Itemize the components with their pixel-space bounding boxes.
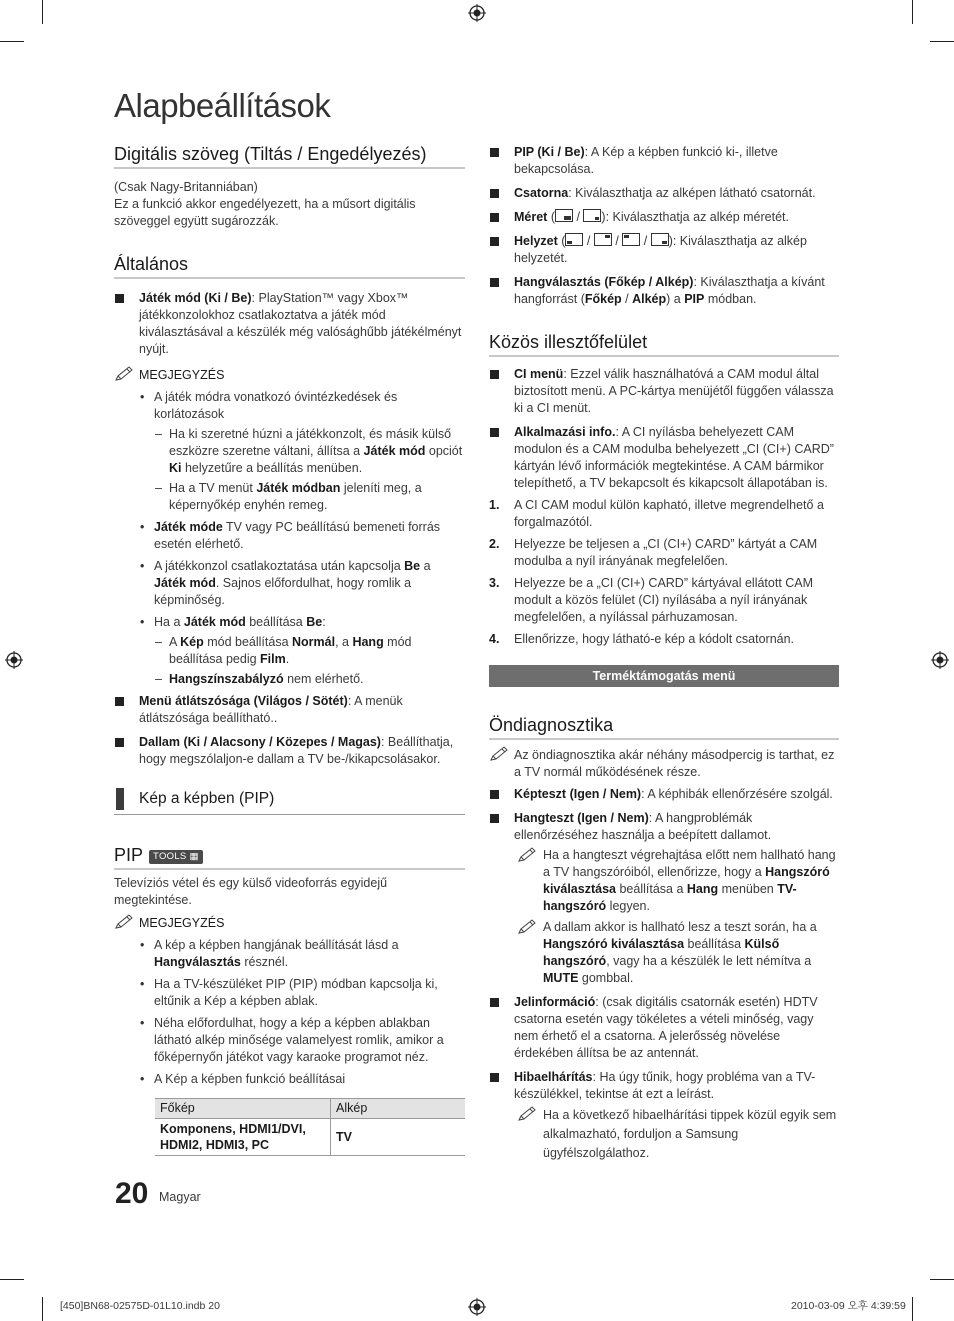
page-number: 20 (115, 1177, 149, 1210)
crop-mark (42, 0, 43, 24)
ci-step: 1. A CI CAM modul külön kapható, illetve megrendelhető a forgalmazótól. (489, 498, 824, 529)
tools-badge: TOOLS ▦ (149, 850, 203, 864)
pip-onoff-item: PIP (Ki / Be): A Kép a képben funkció ki-, illetve bekapcsolása. (489, 144, 839, 178)
product-support-menu-bar: Terméktámogatás menü (489, 665, 839, 687)
pip-description: Televíziós vétel és egy külső videoforrás egyidejű megtekintése. (114, 876, 388, 907)
table-header-main: Főkép (155, 1099, 331, 1119)
note-pencil-icon (517, 919, 537, 935)
note-pencil-icon (517, 847, 537, 863)
table-cell: Komponens, HDMI1/DVI, HDMI2, HDMI3, PC (155, 1119, 331, 1156)
note-pencil-icon (489, 746, 509, 762)
right-column (489, 144, 839, 1163)
table-header-sub: Alkép (331, 1099, 466, 1119)
general-heading: Általános (114, 252, 465, 279)
note-pencil-icon (517, 1106, 537, 1122)
note-dash-item: – Ha ki szeretné húzni a játékkonzolt, és másik külső eszközre szeretne váltani, állítsa a Játék mód opciót Ki helyzetűre a beállítás menüben. (114, 426, 465, 477)
position-item: Helyzet ( / / / ): Kiválaszthatja az alkép helyzetét. (489, 233, 839, 267)
registration-mark-icon (468, 4, 486, 22)
crop-mark (0, 41, 24, 42)
page-title: Alapbeállítások (114, 87, 331, 124)
game-mode-item: Játék mód (Ki / Be): PlayStation™ vagy Xbox™ játékkonzolokhoz csatlakoztatva a játék mód kiválasztásával a készülék még valósághűbb játékélményt nyújt. (114, 290, 465, 358)
note-bullet: • A Kép a képben funkció beállításai (114, 1071, 465, 1088)
digital-text-heading: Digitális szöveg (Tiltás / Engedélyezés) (114, 142, 465, 169)
app-info-item: Alkalmazási info.: A CI nyílásba behelyezett CAM modulon és a CAM modulba behelyezett „CI (CI+) CARD” kártyán lévő információk megtekintése. A CAM bármikor telepíthető, a TV bekapcsolt és kikapcsolt állapotában is. (489, 424, 839, 492)
table-cell: TV (331, 1119, 466, 1156)
table-header-row (155, 1099, 465, 1119)
note-pencil-icon (114, 366, 134, 382)
signal-info-item: Jelinformáció: (csak digitális csatornák esetén) HDTV csatorna esetén vagy tökéletes a vételi minőség, vagy nem érhető el a csatorna. A jelerősség növelése érdekében állítsa be az antennát. (489, 994, 839, 1062)
troubleshooting-note: Ha a következő hibaelhárítási tippek közül egyik sem alkalmazható, forduljon a Samsung ügyfélszolgálathoz. (489, 1106, 839, 1163)
position-top-left-icon (622, 233, 640, 246)
note-bullet: • Ha a TV-készüléket PIP (PIP) módban kapcsolja ki, eltűnik a Kép a képben ablak. (114, 976, 465, 1010)
melody-item: Dallam (Ki / Alacsony / Közepes / Magas): Beállíthatja, hogy megszólaljon-e dallam a TV be-/kikapcsolásakor. (114, 734, 465, 768)
note-heading: MEGJEGYZÉS (114, 367, 465, 384)
picture-test-item: Képteszt (Igen / Nem): A képhibák ellenőrzésére szolgál. (489, 786, 839, 803)
note-heading: MEGJEGYZÉS (114, 915, 465, 932)
crop-mark (930, 41, 954, 42)
crop-mark (42, 1297, 43, 1321)
troubleshooting-item: Hibaelhárítás: Ha úgy tűnik, hogy probléma van a TV-készülékkel, tekintse át ezt a leírást. (489, 1069, 839, 1103)
menu-transparency-item: Menü átlátszósága (Világos / Sötét): A menük átlátszósága beállítható.. (114, 693, 465, 727)
crop-mark (930, 1279, 954, 1280)
ci-menu-item: CI menü: Ezzel válik használhatóvá a CAM modul által biztosított menü. A PC-kártya menüjétől függően válassza ki a CI menüt. (489, 366, 839, 417)
note-dash-item: – Ha a TV menüt Játék módban jeleníti meg, a képernyőkép enyhén remeg. (114, 480, 465, 514)
left-column (114, 142, 465, 1156)
ci-step: 4. Ellenőrizze, hogy látható-e kép a kódolt csatornán. (489, 632, 795, 646)
table-row (155, 1119, 465, 1156)
footer-file-info: [450]BN68-02575D-01L10.indb 20 (60, 1300, 220, 1312)
common-interface-heading: Közös illesztőfelület (489, 330, 839, 357)
note-bullet: • A játék módra vonatkozó óvintézkedések és korlátozások (114, 389, 465, 423)
note-bullet: • Néha előfordulhat, hogy a kép a képben ablakban látható alkép minősége valamelyest romlik, amikor a főképernyőn játékot vagy karaoke programot néz. (114, 1015, 465, 1066)
page-language: Magyar (159, 1190, 201, 1204)
note-bullet: • A játékkonzol csatlakoztatása után kapcsolja Be a Játék mód. Sajnos előfordulhat, hogy romlik a képminőség. (114, 558, 465, 609)
pip-heading: PIP TOOLS ▦ (114, 843, 465, 870)
registration-mark-icon (5, 651, 23, 669)
position-bottom-right-icon (651, 233, 669, 246)
note-bullet: • Játék móde TV vagy PC beállítású bemeneti forrás esetén elérhető. (114, 519, 465, 553)
sound-select-item: Hangválasztás (Főkép / Alkép): Kiválaszthatja a kívánt hangforrást (Főkép / Alkép) a PIP módban. (489, 274, 839, 308)
pip-settings-table (155, 1098, 465, 1156)
tools-icon: ▦ (189, 851, 199, 862)
size-item: Méret ( / ): Kiválaszthatja az alkép méretét. (489, 209, 839, 226)
crop-mark (912, 0, 913, 24)
position-bottom-left-icon (565, 233, 583, 246)
crop-mark (0, 1279, 24, 1280)
ci-step: 2. Helyezze be teljesen a „CI (CI+) CARD” kártyát a CAM modulba a nyíl irányának megfelelően. (489, 537, 818, 568)
channel-item: Csatorna: Kiválaszthatja az alképen látható csatornát. (489, 185, 839, 202)
sound-test-item: Hangteszt (Igen / Nem): A hangproblémák ellenőrzéséhez használja a beépített dallamot. (489, 810, 839, 844)
position-top-right-icon (594, 233, 612, 246)
note-pencil-icon (114, 914, 134, 930)
digital-text-description: Ez a funkció akkor engedélyezett, ha a műsort digitális szöveggel együtt sugározzák. (114, 197, 416, 228)
registration-mark-icon (468, 1298, 486, 1316)
footer-timestamp: 2010-03-09 오후 4:39:59 (791, 1300, 906, 1312)
note-bullet: • A kép a képben hangjának beállítását lásd a Hangválasztás résznél. (114, 937, 465, 971)
registration-mark-icon (931, 651, 949, 669)
ci-step: 3. Helyezze be a „CI (CI+) CARD” kártyával ellátott CAM modult a közös felület (CI) nyílásába a nyíl irányának megfelelően, a nyílással párhuzamosan. (489, 576, 814, 624)
note-dash-item: – Hangszínszabályzó nem elérhető. (114, 671, 465, 688)
crop-mark (912, 1297, 913, 1321)
size-small-icon (583, 209, 601, 222)
sound-test-note: A dallam akkor is hallható lesz a teszt során, ha a Hangszóró kiválasztása beállítása Külső hangszóró, vagy ha a készülék le lett némítva a MUTE gombbal. (489, 919, 839, 987)
diag-intro: Az öndiagnosztika akár néhány másodpercig is tarthat, ez a TV normál működésének része. (489, 747, 839, 781)
note-bullet: • Ha a Játék mód beállítása Be: (114, 614, 465, 631)
self-diagnosis-heading: Öndiagnosztika (489, 713, 839, 740)
size-large-icon (555, 209, 573, 222)
uk-only-note: (Csak Nagy-Britanniában) (114, 180, 258, 194)
sound-test-note: Ha a hangteszt végrehajtása előtt nem hallható hang a TV hangszóróiból, ellenőrizze, hogy a Hangszóró kiválasztása beállítása a Hang menüben TV-hangszóró legyen. (489, 847, 839, 915)
note-dash-item: – A Kép mód beállítása Normál, a Hang mód beállítása pedig Film. (114, 634, 465, 668)
pip-section-heading: Kép a képben (PIP) (114, 788, 465, 815)
